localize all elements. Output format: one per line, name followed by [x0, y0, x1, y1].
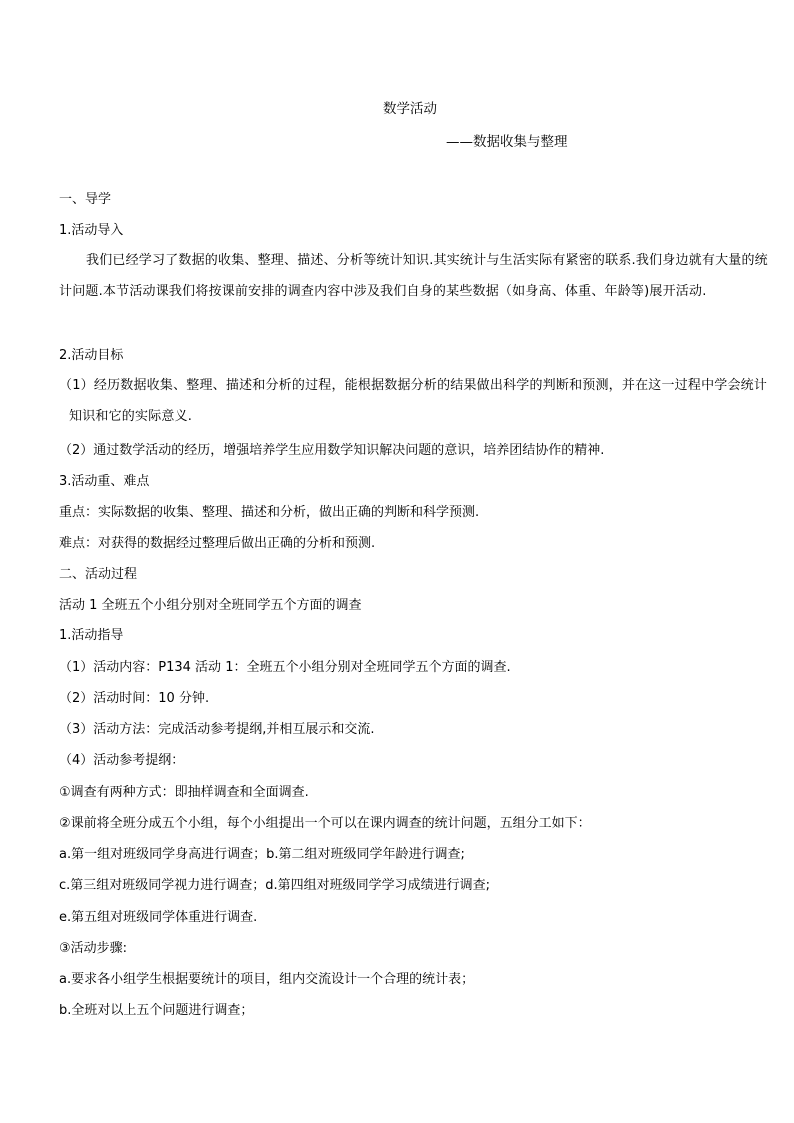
- outline-item-2: ②课前将全班分成五个小组，每个小组提出一个可以在课内调查的统计问题，五组分工如下：: [59, 816, 591, 831]
- step-a: a.要求各小组学生根据要统计的项目，组内交流设计一个合理的统计表；: [59, 972, 475, 987]
- section-heading-guide: 一、导学: [59, 192, 112, 207]
- section-heading-process: 二、活动过程: [59, 567, 138, 582]
- subheading-activity-goals: 2.活动目标: [59, 348, 124, 363]
- group-task-cd: c.第三组对班级同学视力进行调查；d.第四组对班级同学学习成绩进行调查;: [59, 878, 491, 893]
- outline-item-3: ③活动步骤:: [59, 941, 128, 956]
- goal-item-1-text: （1）经历数据收集、整理、描述和分析的过程，能根据数据分析的结果做出科学的判断和预测，并在这一过程中学会统计知识和它的实际意义.: [59, 378, 768, 424]
- outline-item-1: ①调查有两种方式：即抽样调查和全面调查.: [59, 785, 309, 800]
- difficulty-text: 难点：对获得的数据经过整理后做出正确的分析和预测.: [59, 536, 376, 551]
- guide-item-content: （1）活动内容：P134 活动 1：全班五个小组分别对全班同学五个方面的调查.: [59, 660, 511, 675]
- guide-item-time: （2）活动时间：10 分钟.: [59, 691, 210, 706]
- subheading-activity-intro: 1.活动导入: [59, 223, 124, 238]
- group-task-e: e.第五组对班级同学体重进行调查.: [59, 910, 258, 925]
- key-point-text: 重点：实际数据的收集、整理、描述和分析，做出正确的判断和科学预测.: [59, 505, 480, 520]
- group-task-ab: a.第一组对班级同学身高进行调查；b.第二组对班级同学年龄进行调查;: [59, 847, 465, 862]
- guide-item-method: （3）活动方法：完成活动参考提纲,并相互展示和交流.: [59, 722, 375, 737]
- activity-1-title: 活动 1 全班五个小组分别对全班同学五个方面的调查: [59, 598, 362, 613]
- intro-paragraph: 我们已经学习了数据的收集、整理、描述、分析等统计知识.其实统计与生活实际有紧密的联系.我们身边就有大量的统计问题.本节活动课我们将按课前安排的调查内容中涉及我们自身的某些数据（如身高、体重、年龄等)展开活动.: [59, 253, 768, 299]
- goal-item-1: [59, 371, 771, 432]
- subheading-key-points: 3.活动重、难点: [59, 474, 150, 489]
- step-b: b.全班对以上五个问题进行调查；: [59, 1003, 254, 1018]
- page-subtitle: ——数据收集与整理: [446, 134, 568, 150]
- guide-item-outline: （4）活动参考提纲：: [59, 753, 185, 768]
- page-title: 数学活动: [383, 101, 437, 117]
- goal-item-2: （2）通过数学活动的经历，增强培养学生应用数学知识解决问题的意识，培养团结协作的精神.: [59, 443, 605, 458]
- subheading-activity-guide: 1.活动指导: [59, 628, 124, 643]
